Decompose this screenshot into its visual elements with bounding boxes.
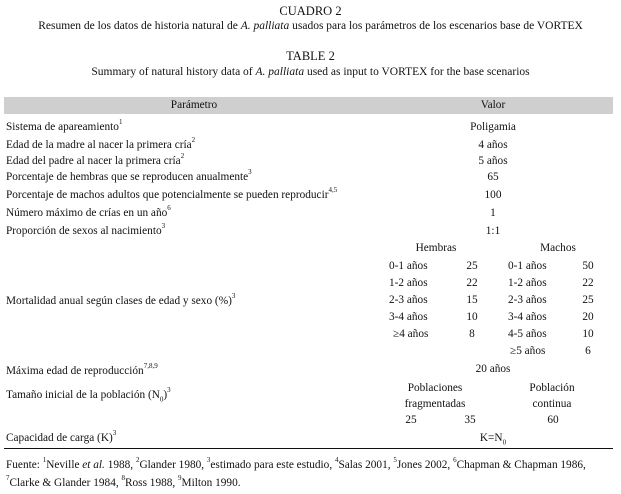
label-text: Mortalidad anual según clases de edad y sexo (%) — [6, 295, 232, 307]
subtitle-text: usados para los parámetros de los escenarios base de VORTEX — [289, 20, 583, 32]
female-mortality-value: 22 — [466, 277, 478, 289]
row-value-mating-system: Poligamia — [470, 121, 516, 133]
footnote-ref: 3 — [167, 386, 171, 395]
english-table-title: TABLE 2 — [286, 49, 335, 63]
row-label-male-breeding — [6, 186, 338, 201]
female-age-class: 2-3 años — [389, 294, 428, 306]
ref-text: Jones 2002, — [396, 459, 454, 471]
column-header-parameter: Parámetro — [170, 99, 218, 111]
ref-text: Ross 1988, — [125, 477, 179, 489]
ref-italic: et al. — [82, 459, 105, 471]
spanish-table-title: CUADRO 2 — [279, 4, 342, 18]
female-mortality-value: 8 — [469, 328, 475, 340]
male-mortality-value: 25 — [582, 294, 594, 306]
row-value-mother-age: 4 años — [478, 139, 508, 151]
male-mortality-value: 10 — [582, 328, 594, 340]
footnote-ref: 4,5 — [328, 186, 338, 195]
male-age-class: 0-1 años — [508, 260, 547, 272]
female-age-class: ≥4 años — [393, 328, 429, 340]
row-value-male-breeding: 100 — [484, 189, 502, 201]
fragmented-header-line2: fragmentadas — [404, 398, 466, 410]
label-text: Sistema de apareamiento — [6, 121, 119, 133]
ref-number: 2 — [135, 456, 140, 465]
ref-number: 1 — [42, 456, 47, 465]
fragmented-header-line1: Poblaciones — [407, 382, 463, 394]
female-mortality-value: 15 — [466, 294, 478, 306]
subtitle-text: Summary of natural history data of — [91, 66, 256, 78]
label-text: Edad de la madre al nacer la primera cría — [6, 139, 192, 151]
male-mortality-value: 50 — [582, 260, 594, 272]
male-mortality-value: 20 — [582, 311, 594, 323]
male-mortality-value: 6 — [585, 345, 591, 357]
label-text: Edad del padre al nacer la primera cría — [6, 155, 181, 167]
ref-text: Milton 1990. — [181, 477, 241, 489]
male-age-class: 4-5 años — [508, 328, 547, 340]
ref-number: 8 — [121, 474, 125, 483]
row-label-max-repro-age — [6, 362, 158, 377]
footnote-ref: 3 — [112, 429, 117, 438]
male-age-class: 1-2 años — [508, 277, 547, 289]
row-label-sex-ratio — [6, 222, 166, 237]
footnote-intro: Fuente: — [6, 459, 43, 471]
female-mortality-value: 10 — [466, 311, 478, 323]
male-age-class: 2-3 años — [508, 294, 547, 306]
males-header: Machos — [540, 242, 576, 254]
spanish-table-subtitle — [0, 21, 621, 33]
row-value-sex-ratio: 1:1 — [485, 225, 501, 237]
ref-text: Neville — [46, 459, 83, 471]
female-age-class: 0-1 años — [389, 260, 428, 272]
footnote-ref: 3 — [248, 168, 252, 177]
male-age-class: ≥5 años — [510, 345, 546, 357]
fragmented-value: 35 — [464, 414, 476, 426]
row-value-max-offspring: 1 — [490, 207, 496, 219]
continuous-header-line1: Población — [529, 382, 575, 394]
female-mortality-value: 25 — [466, 260, 478, 272]
species-name: A. palliata — [240, 20, 290, 32]
ref-text: 1988, — [104, 459, 136, 471]
row-label-mortality — [6, 292, 236, 307]
subscript: 0 — [159, 395, 164, 404]
footnote-ref: 3 — [161, 222, 166, 231]
row-label-mother-age — [6, 136, 196, 151]
row-value-carrying-capacity — [393, 432, 593, 447]
ref-text: Chapman & Chapman 1986, — [456, 459, 586, 471]
ref-number: 6 — [453, 456, 457, 465]
male-mortality-value: 22 — [582, 277, 594, 289]
subtitle-text: Resumen de los datos de historia natural de — [38, 20, 241, 32]
ref-text: Clarke & Glander 1984, — [9, 477, 122, 489]
subtitle-text: used as input to VORTEX for the base scenarios — [304, 66, 530, 78]
footnote-ref: 1 — [118, 118, 123, 127]
label-text: Capacidad de carga (K) — [6, 432, 113, 444]
female-age-class: 3-4 años — [389, 311, 428, 323]
label-text: Proporción de sexos al nacimiento — [6, 225, 162, 237]
table-bottom-rule — [4, 448, 613, 449]
ref-text: Salas 2001, — [338, 459, 394, 471]
row-value-female-breeding: 65 — [487, 171, 499, 183]
ref-number: 5 — [393, 456, 397, 465]
subscript: 0 — [502, 438, 507, 447]
label-text: Porcentaje de hembras que se reproducen anualmente — [6, 171, 249, 183]
ref-number: 4 — [334, 456, 339, 465]
english-table-subtitle — [0, 67, 621, 79]
ref-text: Glander 1980, — [139, 459, 207, 471]
continuous-value: 60 — [547, 414, 559, 426]
row-value-max-repro-age: 20 años — [475, 363, 511, 375]
female-age-class: 1-2 años — [389, 277, 428, 289]
column-header-value: Valor — [480, 99, 506, 111]
continuous-header-line2: continua — [532, 398, 572, 410]
male-age-class: 3-4 años — [508, 311, 547, 323]
label-text: Porcentaje de machos adultos que potencialmente se pueden reproducir — [6, 189, 329, 201]
ref-text: estimado para este estudio, — [210, 459, 335, 471]
ref-number: 9 — [178, 474, 182, 483]
row-label-max-offspring — [6, 204, 171, 219]
label-text: Número máximo de crías en un año — [6, 207, 168, 219]
footnote-ref: 2 — [191, 136, 196, 145]
row-label-mating-system — [6, 118, 123, 133]
value-text: K=N — [479, 432, 503, 444]
row-value-father-age: 5 años — [478, 155, 508, 167]
row-label-female-breeding — [6, 168, 252, 183]
females-header: Hembras — [415, 242, 457, 254]
footnote-ref: 7,8,9 — [143, 362, 158, 371]
footnote-ref: 2 — [180, 152, 185, 161]
label-text: Tamaño inicial de la población (N — [6, 389, 160, 401]
footnote-ref: 6 — [167, 204, 171, 213]
ref-number: 3 — [206, 456, 211, 465]
row-label-carrying-capacity — [6, 429, 117, 444]
species-name: A. palliata — [255, 66, 305, 78]
ref-number: 7 — [6, 474, 10, 483]
label-text: Máxima edad de reproducción — [6, 365, 144, 377]
row-label-initial-size — [6, 386, 171, 404]
row-label-father-age — [6, 152, 185, 167]
source-footnote — [6, 456, 618, 492]
fragmented-value: 25 — [405, 414, 417, 426]
footnote-ref: 3 — [231, 292, 236, 301]
label-text: ) — [163, 389, 168, 401]
